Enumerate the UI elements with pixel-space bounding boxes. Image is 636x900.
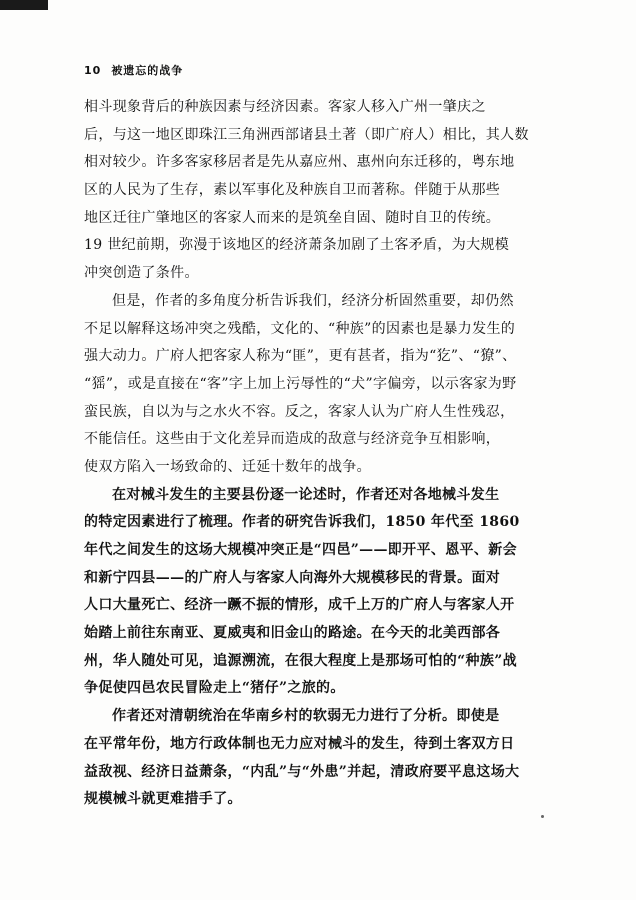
text-line: 的特定因素进行了梳理。作者的研究告诉我们，1850 年代至 1860 bbox=[84, 514, 520, 531]
running-head bbox=[84, 62, 183, 78]
scan-speck bbox=[541, 815, 544, 818]
text-line: 不能信任。这些由于文化差异而造成的敌意与经济竞争互相影响， bbox=[84, 431, 501, 448]
text-line: 年代之间发生的这场大规模冲突正是“四邑”——即开平、恩平、新会 bbox=[84, 542, 517, 558]
text-line: 在平常年份，地方行政体制也无力应对械斗的发生，待到土客双方日 bbox=[84, 735, 515, 752]
text-line: 和新宁四县——的广府人与客家人向海外大规模移民的背景。面对 bbox=[84, 569, 501, 586]
text-line: “猺”，或是直接在“客”字上加上污辱性的“犬”字偏旁，以示客家为野 bbox=[84, 375, 517, 392]
text-line: 19 世纪前期，弥漫于该地区的经济萧条加剧了土客矛盾，为大规模 bbox=[84, 237, 510, 254]
text-line: 强大动力。广府人把客家人称为“匪”，更有甚者，指为“犵”、“獠”、 bbox=[84, 348, 517, 365]
paragraph-start-line: 但是，作者的多角度分析告诉我们，经济分析固然重要，却仍然 bbox=[112, 292, 514, 309]
paragraph-start-line: 作者还对清朝统治在华南乡村的软弱无力进行了分析。即使是 bbox=[112, 708, 500, 725]
text-line: 使双方陷入一场致命的、迁延十数年的战争。 bbox=[84, 458, 371, 475]
text-line: 始踏上前往东南亚、夏威夷和旧金山的路途。在今天的北美西部各 bbox=[84, 625, 501, 642]
text-line: 相对较少。许多客家移居者是先从嘉应州、惠州向东迁移的，粤东地 bbox=[84, 154, 515, 171]
body-text bbox=[84, 94, 556, 814]
text-line: 冲突创造了条件。 bbox=[84, 265, 199, 282]
text-line: 地区迁往广肇地区的客家人而来的是筑垒自固、随时自卫的传统。 bbox=[84, 209, 501, 226]
text-line: 相斗现象背后的种族因素与经济因素。客家人移入广州一肇庆之 bbox=[84, 99, 486, 115]
text-line: 州，华人随处可见，追源溯流，在很大程度上是那场可怕的“种族”战 bbox=[84, 652, 517, 669]
book-title: 被遗忘的战争 bbox=[111, 64, 184, 77]
text-line: 蛮民族，自以为与之水火不容。反之，客家人认为广府人生性残忍， bbox=[84, 403, 515, 420]
text-line: 争促使四邑农民冒险走上“猪仔”之旅的。 bbox=[84, 680, 345, 697]
paragraph-start-line: 在对械斗发生的主要县份逐一论述时，作者还对各地械斗发生 bbox=[112, 486, 500, 503]
text-line: 后，与这一地区即珠江三角洲西部诸县土著（即广府人）相比，其人数 bbox=[84, 126, 529, 143]
scan-edge-mark bbox=[0, 0, 48, 10]
text-line: 不足以解释这场冲突之残酷，文化的、“种族”的因素也是暴力发生的 bbox=[84, 320, 516, 337]
page-number: 10 bbox=[84, 64, 102, 77]
text-line: 规模械斗就更难措手了。 bbox=[84, 791, 242, 808]
text-line: 区的人民为了生存，素以军事化及种族自卫而著称。伴随于从那些 bbox=[84, 182, 501, 199]
text-line: 益敌视、经济日益萧条，“内乱”与“外患”并起，清政府要平息这场大 bbox=[84, 763, 520, 780]
text-line: 人口大量死亡、经济一蹶不振的情形，成千上万的广府人与客家人开 bbox=[84, 597, 515, 614]
